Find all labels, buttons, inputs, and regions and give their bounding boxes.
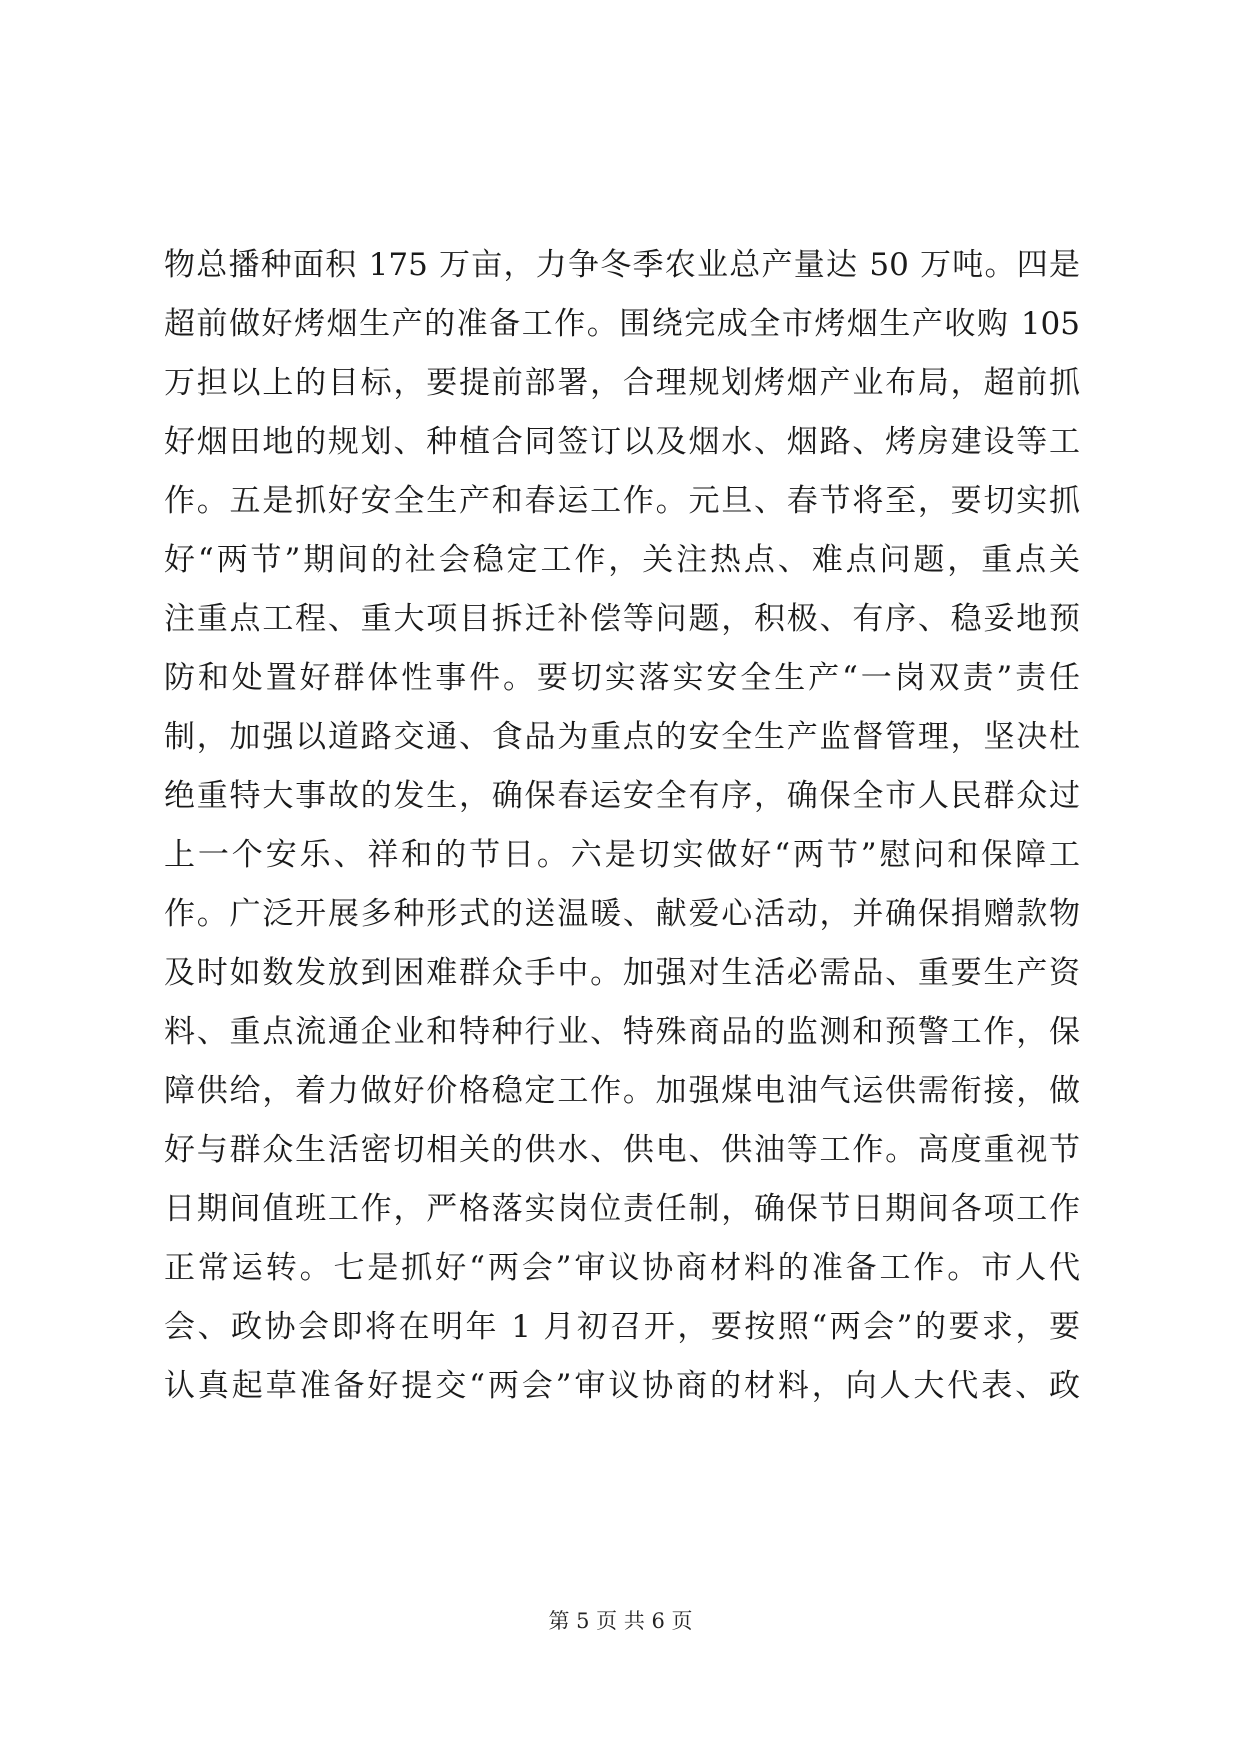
text-line: 日期间值班工作，严格落实岗位责任制，确保节日期间各项工作	[164, 1191, 1080, 1227]
text-line: 认真起草准备好提交“两会”审议协商的材料，向人大代表、政	[164, 1368, 1080, 1404]
text-line: 及时如数发放到困难群众手中。加强对生活必需品、重要生产资	[164, 955, 1080, 991]
text-line: 好“两节”期间的社会稳定工作，关注热点、难点问题，重点关	[164, 542, 1080, 578]
text-line: 万担以上的目标，要提前部署，合理规划烤烟产业布局，超前抓	[164, 365, 1080, 401]
text-line: 绝重特大事故的发生，确保春运安全有序，确保全市人民群众过	[164, 778, 1080, 814]
text-line: 障供给，着力做好价格稳定工作。加强煤电油气运供需衔接，做	[164, 1073, 1080, 1109]
text-line: 超前做好烤烟生产的准备工作。围绕完成全市烤烟生产收购 105	[164, 306, 1080, 342]
body-text	[164, 236, 1080, 1416]
text-line: 好与群众生活密切相关的供水、供电、供油等工作。高度重视节	[164, 1132, 1080, 1168]
text-line: 正常运转。七是抓好“两会”审议协商材料的准备工作。市人代	[164, 1250, 1080, 1286]
text-line: 会、政协会即将在明年 1 月初召开，要按照“两会”的要求，要	[164, 1309, 1080, 1345]
text-line: 注重点工程、重大项目拆迁补偿等问题，积极、有序、稳妥地预	[164, 601, 1080, 637]
text-line: 作。广泛开展多种形式的送温暖、献爱心活动，并确保捐赠款物	[164, 896, 1080, 932]
text-line: 料、重点流通企业和特种行业、特殊商品的监测和预警工作，保	[164, 1014, 1080, 1050]
text-line: 上一个安乐、祥和的节日。六是切实做好“两节”慰问和保障工	[164, 837, 1080, 873]
text-line: 防和处置好群体性事件。要切实落实安全生产“一岗双责”责任	[164, 660, 1080, 696]
text-line: 制，加强以道路交通、食品为重点的安全生产监督管理，坚决杜	[164, 719, 1080, 755]
text-line: 作。五是抓好安全生产和春运工作。元旦、春节将至，要切实抓	[164, 483, 1080, 519]
text-line: 物总播种面积 175 万亩，力争冬季农业总产量达 50 万吨。四是	[164, 247, 1080, 283]
page-footer: 第 5 页 共 6 页	[548, 1609, 693, 1633]
text-line: 好烟田地的规划、种植合同签订以及烟水、烟路、烤房建设等工	[164, 424, 1080, 460]
